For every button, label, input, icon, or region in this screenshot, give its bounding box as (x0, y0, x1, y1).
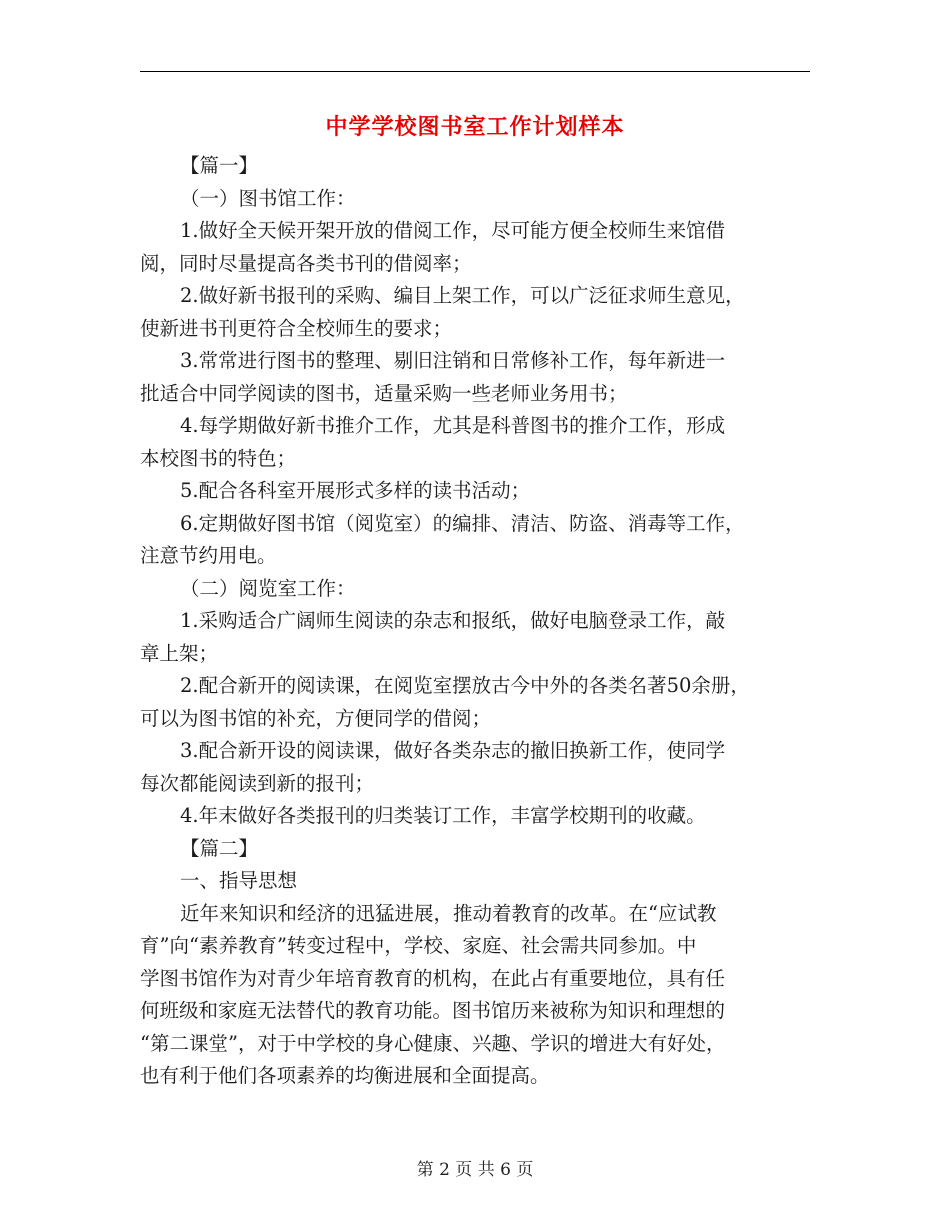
body-line: 4.每学期做好新书推介工作，尤其是科普图书的推介工作，形成 (180, 414, 726, 437)
body-line: 【篇一】 (180, 154, 259, 177)
document-title: 中学学校图书室工作计划样本 (325, 114, 625, 140)
body-line: （二）阅览室工作： (180, 576, 356, 600)
body-line: 批适合中同学阅读的图书，适量采购一些老师业务用书； (140, 381, 628, 405)
body-line: 3.配合新开设的阅读课，做好各类杂志的撤旧换新工作，使同学 (180, 739, 726, 762)
body-line: 1.做好全天候开架开放的借阅工作，尽可能方便全校师生来馆借 (180, 219, 726, 242)
body-line: 近年来知识和经济的迅猛进展，推动着教育的改革。在“应试教 (180, 901, 717, 925)
body-line: “第二课堂”，对于中学校的身心健康、兴趣、学识的增进大有好处， (140, 1031, 726, 1055)
body-line: 每次都能阅读到新的报刊； (140, 771, 375, 795)
body-line: 育”向“素养教育”转变过程中，学校、家庭、社会需共同参加。中 (140, 934, 697, 957)
body-line: （一）图书馆工作： (180, 186, 356, 210)
body-line: 4.年末做好各类报刊的归类装订工作，丰富学校期刊的收藏。 (180, 804, 706, 827)
body-line: 3.常常进行图书的整理、剔旧注销和日常修补工作，每年新进一 (180, 349, 726, 372)
body-line: 使新进书刊更符合全校师生的要求； (140, 316, 453, 340)
body-line: 2.做好新书报刊的采购、编目上架工作，可以广泛征求师生意见， (180, 284, 745, 307)
body-line: 学图书馆作为对青少年培育教育的机构，在此占有重要地位，具有任 (140, 966, 726, 990)
body-line: 阅，同时尽量提高各类书刊的借阅率； (140, 251, 472, 275)
page-footer: 第 2 页 共 6 页 (416, 1160, 534, 1180)
body-line: 注意节约用电。 (140, 544, 277, 567)
body-line: 6.定期做好图书馆（阅览室）的编排、清洁、防盗、消毒等工作， (180, 511, 745, 535)
document-body (140, 150, 810, 1093)
body-line: 5.配合各科室开展形式多样的读书活动； (180, 479, 531, 502)
header-rule (140, 71, 810, 72)
body-line: 可以为图书馆的补充，方便同学的借阅； (140, 706, 492, 730)
body-line: 一、指导思想 (180, 869, 298, 892)
body-line: 章上架； (140, 641, 219, 665)
body-line: 何班级和家庭无法替代的教育功能。图书馆历来被称为知识和理想的 (140, 999, 726, 1022)
body-line: 也有利于他们各项素养的均衡进展和全面提高。 (140, 1064, 550, 1087)
body-line: 本校图书的特色； (140, 446, 297, 470)
body-line: 1.采购适合广阔师生阅读的杂志和报纸，做好电脑登录工作，敲 (180, 609, 726, 632)
body-line: 【篇二】 (180, 836, 259, 860)
body-line: 2.配合新开的阅读课，在阅览室摆放古今中外的各类名著50余册， (180, 674, 750, 697)
